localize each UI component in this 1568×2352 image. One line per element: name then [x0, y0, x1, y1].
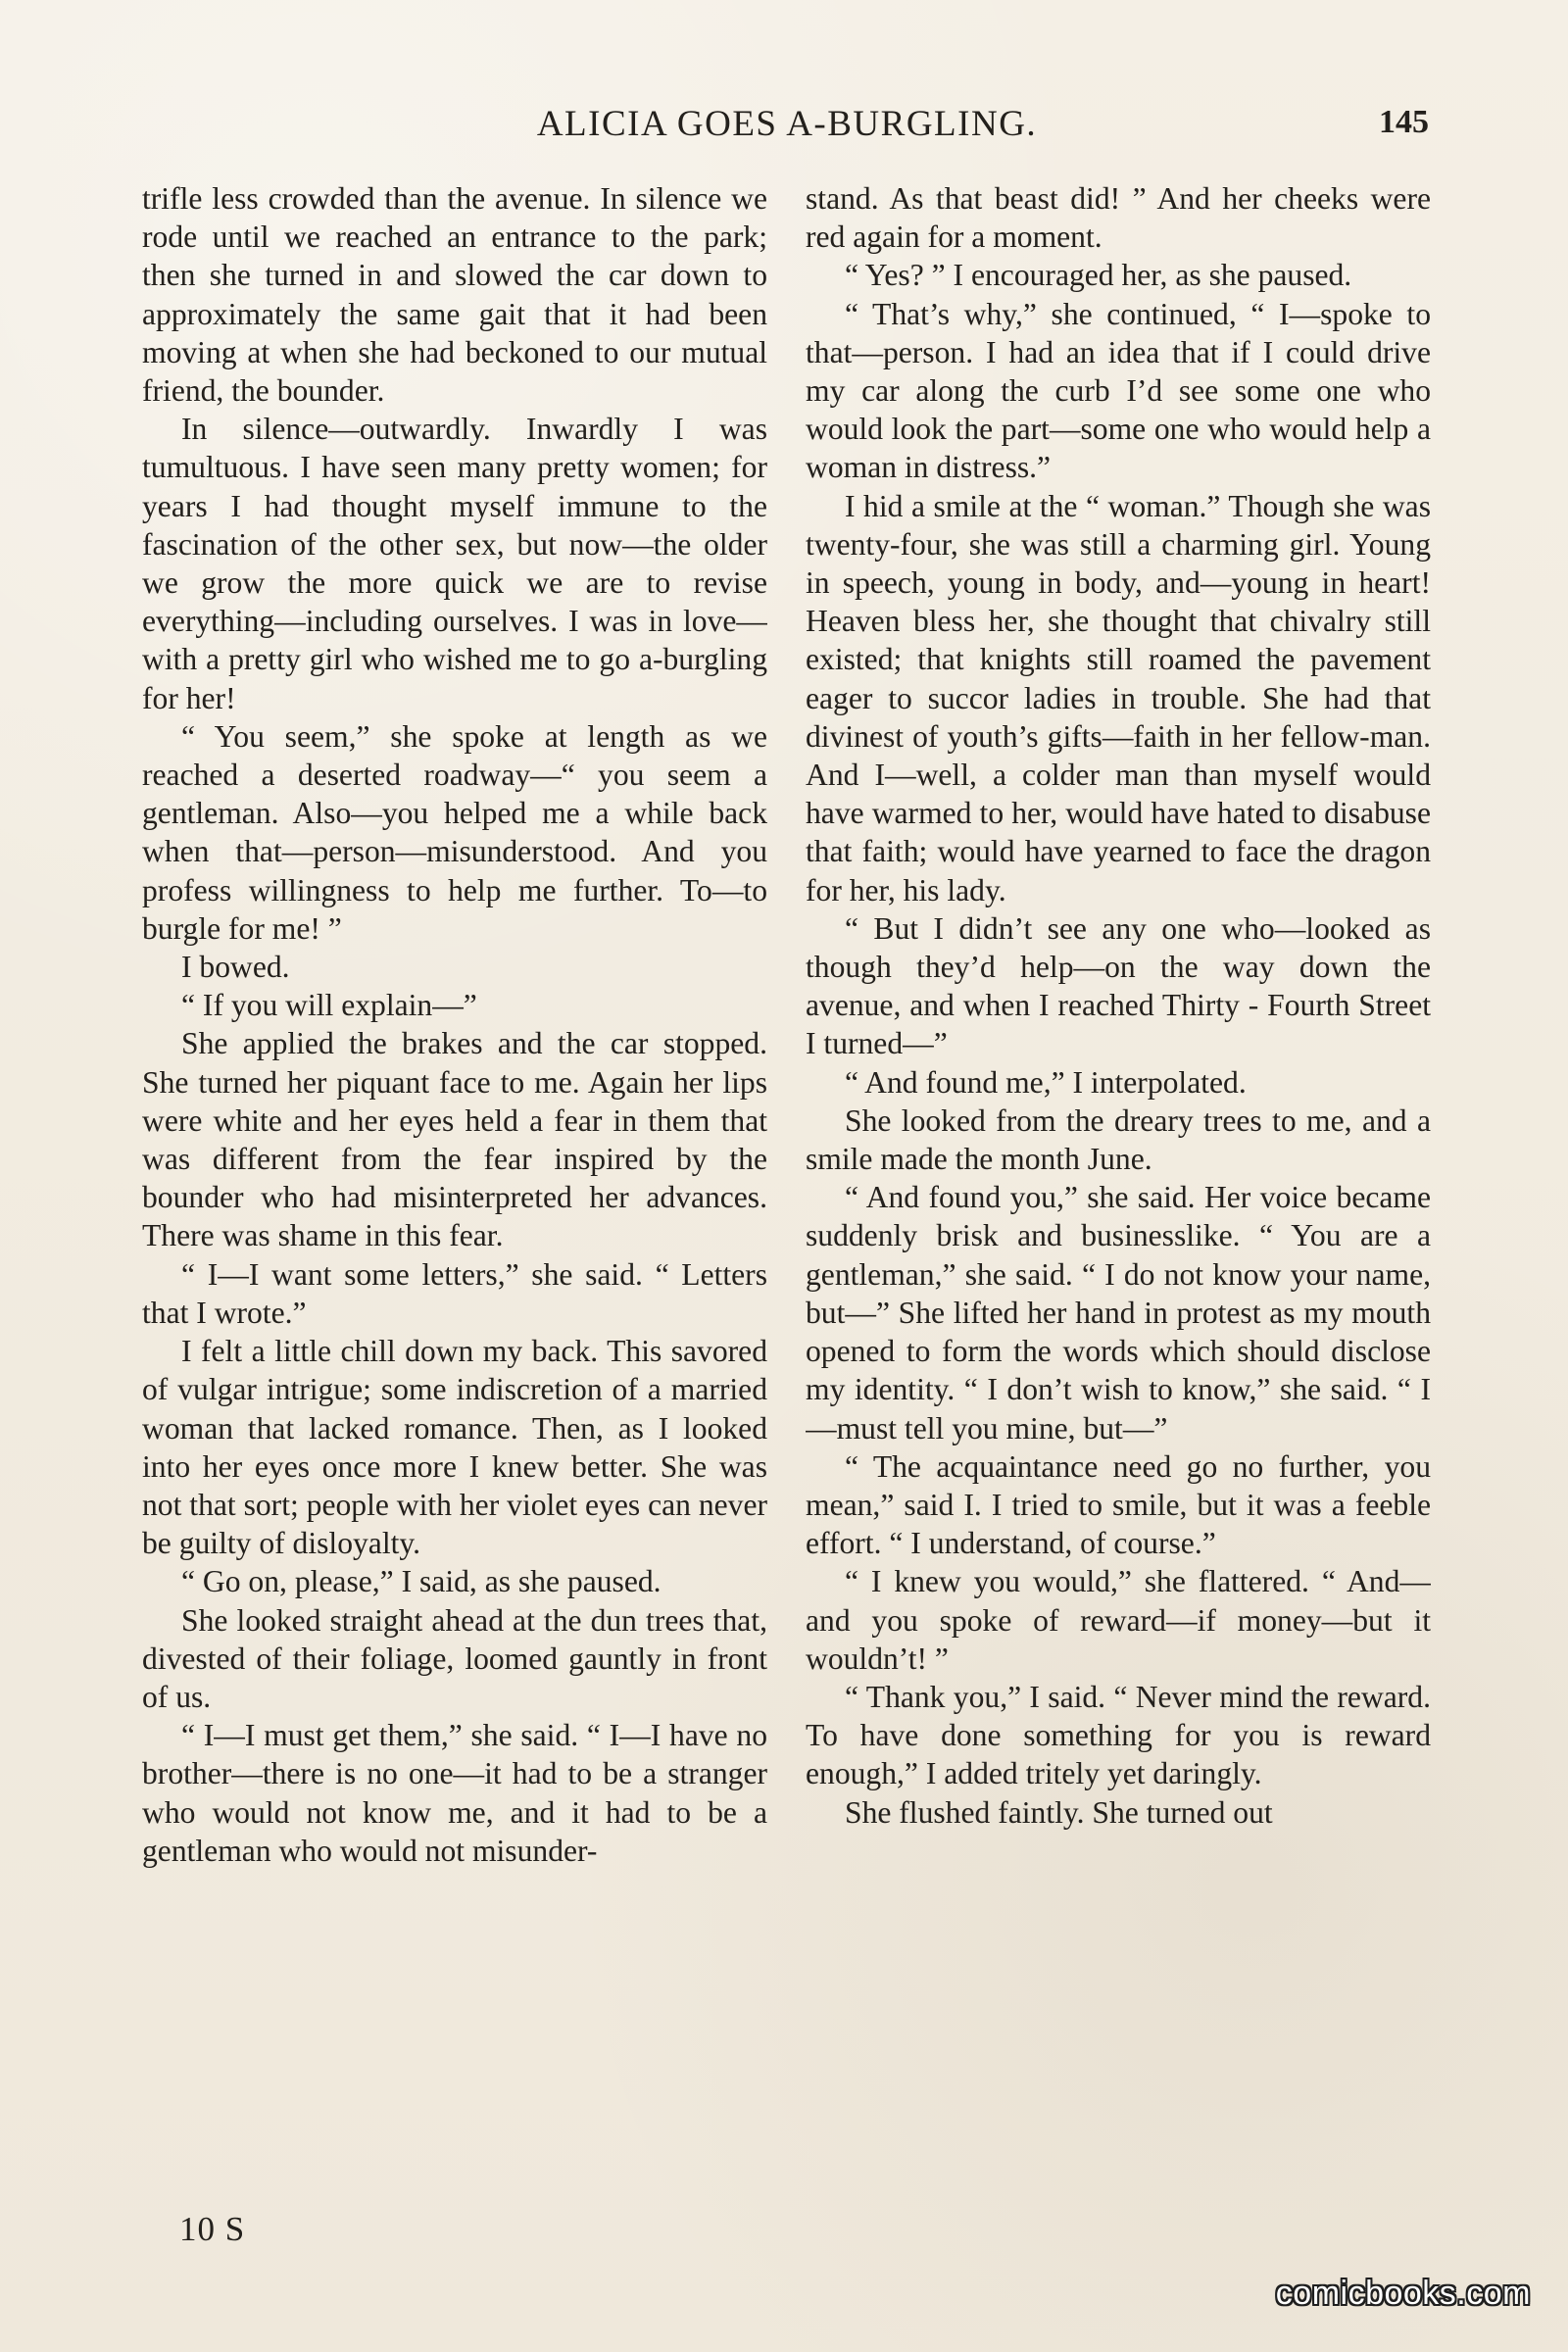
right-paragraph: I hid a smile at the “ woman.” Though she was twenty-four, she was still a charming girl. Young in speech, young in body, and—young in heart! Heaven bless her, she thought that chivalry still existed; that knights still roamed the pavement eager to succor ladies in trouble. She had that divinest of youth’s gifts—faith in her fellow-man. And I—well, a colder man than myself would have warmed to her, would have hated to disabuse that faith; would have yearned to face the dragon for her, his lady.: [806, 488, 1431, 907]
right-paragraph: “ I knew you would,” she flattered. “ And—and you spoke of reward—if money—but it wouldn’t! ”: [806, 1564, 1431, 1676]
signature-mark: 10 S: [179, 2210, 246, 2248]
left-paragraph: She applied the brakes and the car stopped. She turned her piquant face to me. Again her lips were white and her eyes held a fear in them that was different from the fear inspired by the bounder who had misinterpreted her advances. There was shame in this fear.: [142, 1026, 767, 1253]
page-number: 145: [1379, 104, 1429, 140]
right-paragraph: She looked from the dreary trees to me, and a smile made the month June.: [806, 1102, 1431, 1177]
right-paragraph: “ But I didn’t see any one who—looked as though they’d help—on the way down the avenue, and when I reached Thirty - Fourth Street I turned—”: [806, 910, 1431, 1061]
left-paragraph: “ Go on, please,” I said, as she paused.: [181, 1564, 662, 1599]
right-paragraph: “ The acquaintance need go no further, you mean,” said I. I tried to smile, but it was a feeble effort. “ I understand, of course.”: [806, 1448, 1431, 1561]
right-column: [806, 179, 1431, 2198]
left-paragraph: “ I—I must get them,” she said. “ I—I have no brother—there is no one—it had to be a stranger who would not know me, and it had to be a gentleman who would not misunder-: [142, 1718, 767, 1868]
site-watermark: comicbooks.com: [1275, 2275, 1531, 2312]
text-body: [142, 179, 1431, 2198]
right-paragraph: “ Yes? ” I encouraged her, as she paused.: [845, 258, 1352, 293]
right-paragraph: “ And found me,” I interpolated.: [845, 1064, 1247, 1100]
right-paragraph: She flushed faintly. She turned out: [845, 1794, 1273, 1830]
right-paragraph: stand. As that beast did! ” And her cheeks were red again for a moment.: [806, 181, 1431, 255]
left-paragraph: trifle less crowded than the avenue. In silence we rode until we reached an entrance to the park; then she turned in and slowed the car down to approximately the same gait that it had been moving at when she had beckoned to our mutual friend, the bounder.: [142, 181, 767, 409]
running-title: ALICIA GOES A-BURGLING.: [536, 104, 1038, 144]
left-paragraph: In silence—outwardly. Inwardly I was tumultuous. I have seen many pretty women; for years I had thought myself immune to the fascination of the other sex, but now—the older we grow the more quick we are to revise everything—including ourselves. I was in love—with a pretty girl who wished me to go a-burgling for her!: [142, 412, 767, 715]
right-paragraph: “ That’s why,” she continued, “ I—spoke to that—person. I had an idea that if I could drive my car along the curb I’d see some one who would look the part—some one who would help a woman in distress.”: [806, 296, 1431, 485]
left-paragraph: I felt a little chill down my back. This savored of vulgar intrigue; some indiscretion of a married woman that lacked romance. Then, as I looked into her eyes once more I knew better. She was not that sort; people with her violet eyes can never be guilty of disloyalty.: [142, 1334, 767, 1561]
left-paragraph: “ If you will explain—”: [181, 988, 477, 1023]
right-paragraph: “ Thank you,” I said. “ Never mind the reward. To have done something for you is reward enough,” I added tritely yet daringly.: [806, 1679, 1431, 1791]
page-header: [145, 106, 1429, 153]
right-paragraph: “ And found you,” she said. Her voice became suddenly brisk and businesslike. “ You are a gentleman,” she said. “ I do not know your name, but—” She lifted her hand in protest as my mouth opened to form the words which should disclose my identity. “ I don’t wish to know,” she said. “ I—must tell you mine, but—”: [806, 1180, 1431, 1446]
left-paragraph: She looked straight ahead at the dun trees that, divested of their foliage, loomed gauntly in front of us.: [142, 1602, 767, 1714]
left-paragraph: “ I—I want some letters,” she said. “ Letters that I wrote.”: [142, 1256, 767, 1330]
left-paragraph: I bowed.: [181, 950, 290, 985]
left-paragraph: “ You seem,” she spoke at length as we reached a deserted roadway—“ you seem a gentleman. Also—you helped me a while back when that—person—misunderstood. And you profess willingness to help me further. To—to burgle for me! ”: [142, 718, 767, 946]
left-column: [142, 179, 767, 2198]
